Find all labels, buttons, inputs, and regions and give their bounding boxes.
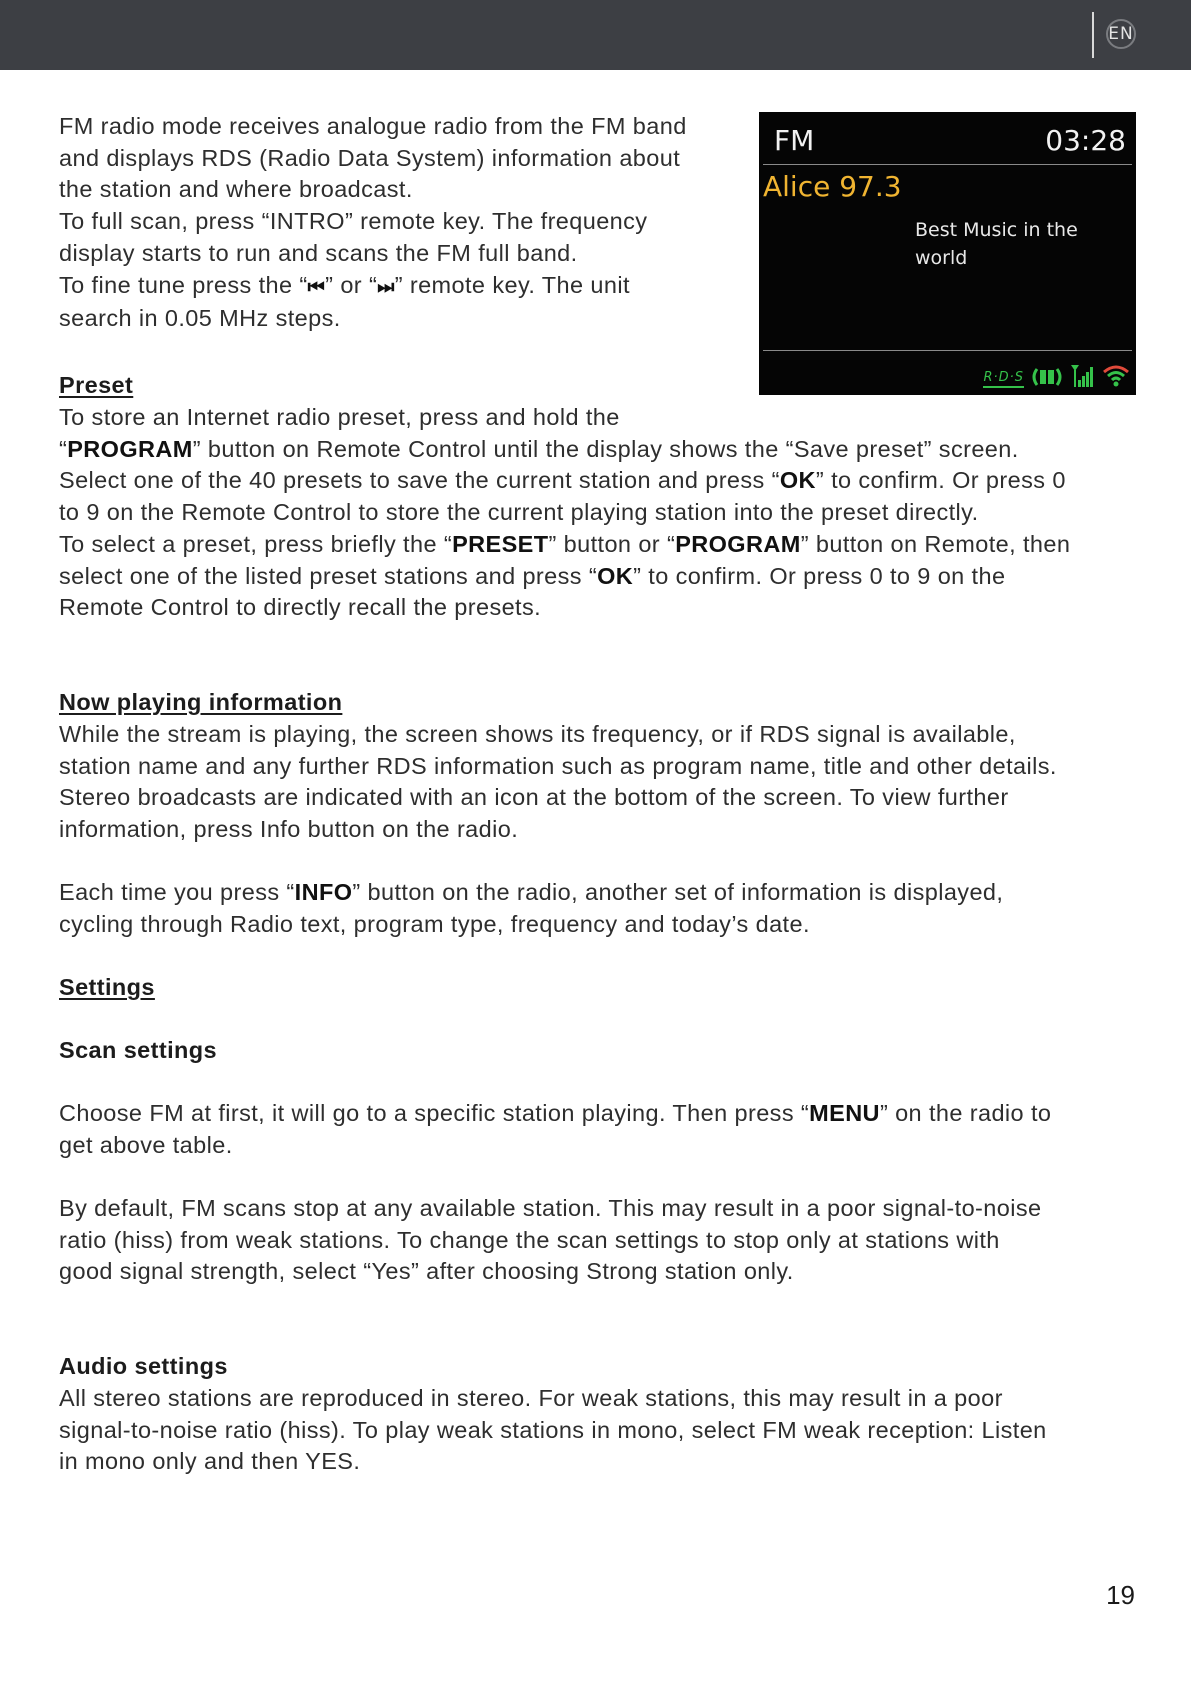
audio-line: All stereo stations are reproduced in stereo. For weak stations, this may result in a poor [59,1385,1003,1411]
text-span: select one of the listed preset stations and press “ [59,562,598,589]
now-playing-heading: Now playing information [59,689,343,715]
audio-line: signal-to-noise ratio (hiss). To play weak stations in mono, select FM weak reception: Listen [59,1416,1047,1443]
text-span: Each time you press “ [59,879,295,905]
text-span: ” button on Remote Control until the display shows the “Save preset” screen. [192,435,1019,462]
intro-paragraph [59,111,687,335]
text-span: ” to confirm. Or press 0 [815,467,1066,494]
display-divider-top [763,164,1132,165]
intro-line: search in 0.05 MHz steps. [59,305,341,332]
preset-line: to 9 on the Remote Control to store the current playing station into the preset directly. [59,499,979,526]
preset-line [59,465,1070,497]
now-playing-paragraph [59,719,1057,846]
text-span: ” button or “ [548,530,676,557]
program-key-label: PROGRAM [67,435,193,462]
info-line [59,877,1003,909]
text-span: Select one of the 40 presets to save the current station and press “ [59,467,780,494]
info-key-label: INFO [294,879,353,905]
menu-key-label: MENU [809,1100,880,1126]
preset-key-label: PRESET [452,530,549,557]
scan-paragraph-2 [59,1193,1041,1288]
wifi-icon [1102,364,1130,388]
scan-paragraph-1 [59,1098,1051,1161]
preset-line [59,561,1070,593]
text-span: ” or “ [325,271,378,298]
now-playing-line: Stereo broadcasts are indicated with an icon at the bottom of the screen. To view further [59,784,1009,811]
next-track-icon: ⏭ [377,275,395,298]
header-divider [1092,12,1094,58]
scan-line: get above table. [59,1131,233,1158]
preset-line [59,529,1070,561]
page-number: 19 [1106,1580,1135,1610]
signal-strength-icon [1070,362,1096,388]
preset-line [59,434,1070,466]
radio-display-screenshot [759,112,1136,395]
now-playing-line: station name and any further RDS information such as program name, title and other details. [59,752,1057,779]
text-span: ” remote key. The unit [394,271,630,298]
ok-key-label: OK [597,562,634,589]
stereo-icon [1030,366,1064,388]
audio-settings-heading: Audio settings [59,1353,228,1379]
preset-line: To store an Internet radio preset, press and hold the [59,404,620,430]
display-mode: FM [774,124,815,157]
text-span: ” to confirm. Or press 0 to 9 on the [633,562,1006,589]
text-span: ” button on the radio, another set of information is displayed, [352,879,1004,905]
info-line: cycling through Radio text, program type, frequency and today’s date. [59,910,810,937]
scan-line: By default, FM scans stop at any available station. This may result in a poor signal-to-noise [59,1195,1042,1221]
audio-paragraph [59,1383,1047,1478]
ok-key-label: OK [779,467,816,494]
preset-line: Remote Control to directly recall the presets. [59,594,542,621]
text-span: Choose FM at first, it will go to a specific station playing. Then press “ [59,1100,810,1126]
display-time: 03:28 [1045,124,1126,157]
display-radio-text: Best Music in the world [915,219,1078,269]
previous-track-icon: ⏮ [307,275,326,298]
text-span: To fine tune press the “ [59,271,308,298]
intro-line: To full scan, press “INTRO” remote key. The frequency [59,208,648,235]
scan-line [59,1098,1051,1130]
intro-line: the station and where broadcast. [59,176,413,203]
header-bar [0,0,1191,70]
intro-line: display starts to run and scans the FM full band. [59,239,578,266]
text-span: “ [59,435,68,462]
display-station-name: Alice 97.3 [763,170,902,203]
scan-line: ratio (hiss) from weak stations. To change the scan settings to stop only at stations with [59,1226,1000,1253]
display-divider-bottom [763,350,1132,351]
preset-heading: Preset [59,372,134,398]
now-playing-line: information, press Info button on the radio. [59,816,519,843]
display-status-icons [983,360,1130,388]
intro-line: FM radio mode receives analogue radio from the FM band [59,113,687,139]
settings-heading: Settings [59,974,155,1000]
preset-paragraph [59,402,1070,624]
now-playing-line: While the stream is playing, the screen shows its frequency, or if RDS signal is available, [59,721,1016,747]
audio-line: in mono only and then YES. [59,1448,361,1475]
intro-line [59,270,687,304]
info-paragraph [59,877,1003,940]
text-span: ” on the radio to [879,1100,1052,1126]
text-span: To select a preset, press briefly the “ [59,530,453,557]
language-badge: EN [1106,19,1136,49]
rds-icon: R·D·S [983,371,1024,388]
intro-line: and displays RDS (Radio Data System) information about [59,144,681,171]
scan-settings-heading: Scan settings [59,1037,217,1063]
program-key-label: PROGRAM [675,530,801,557]
scan-line: good signal strength, select “Yes” after choosing Strong station only. [59,1258,794,1285]
text-span: ” button on Remote, then [800,530,1071,557]
